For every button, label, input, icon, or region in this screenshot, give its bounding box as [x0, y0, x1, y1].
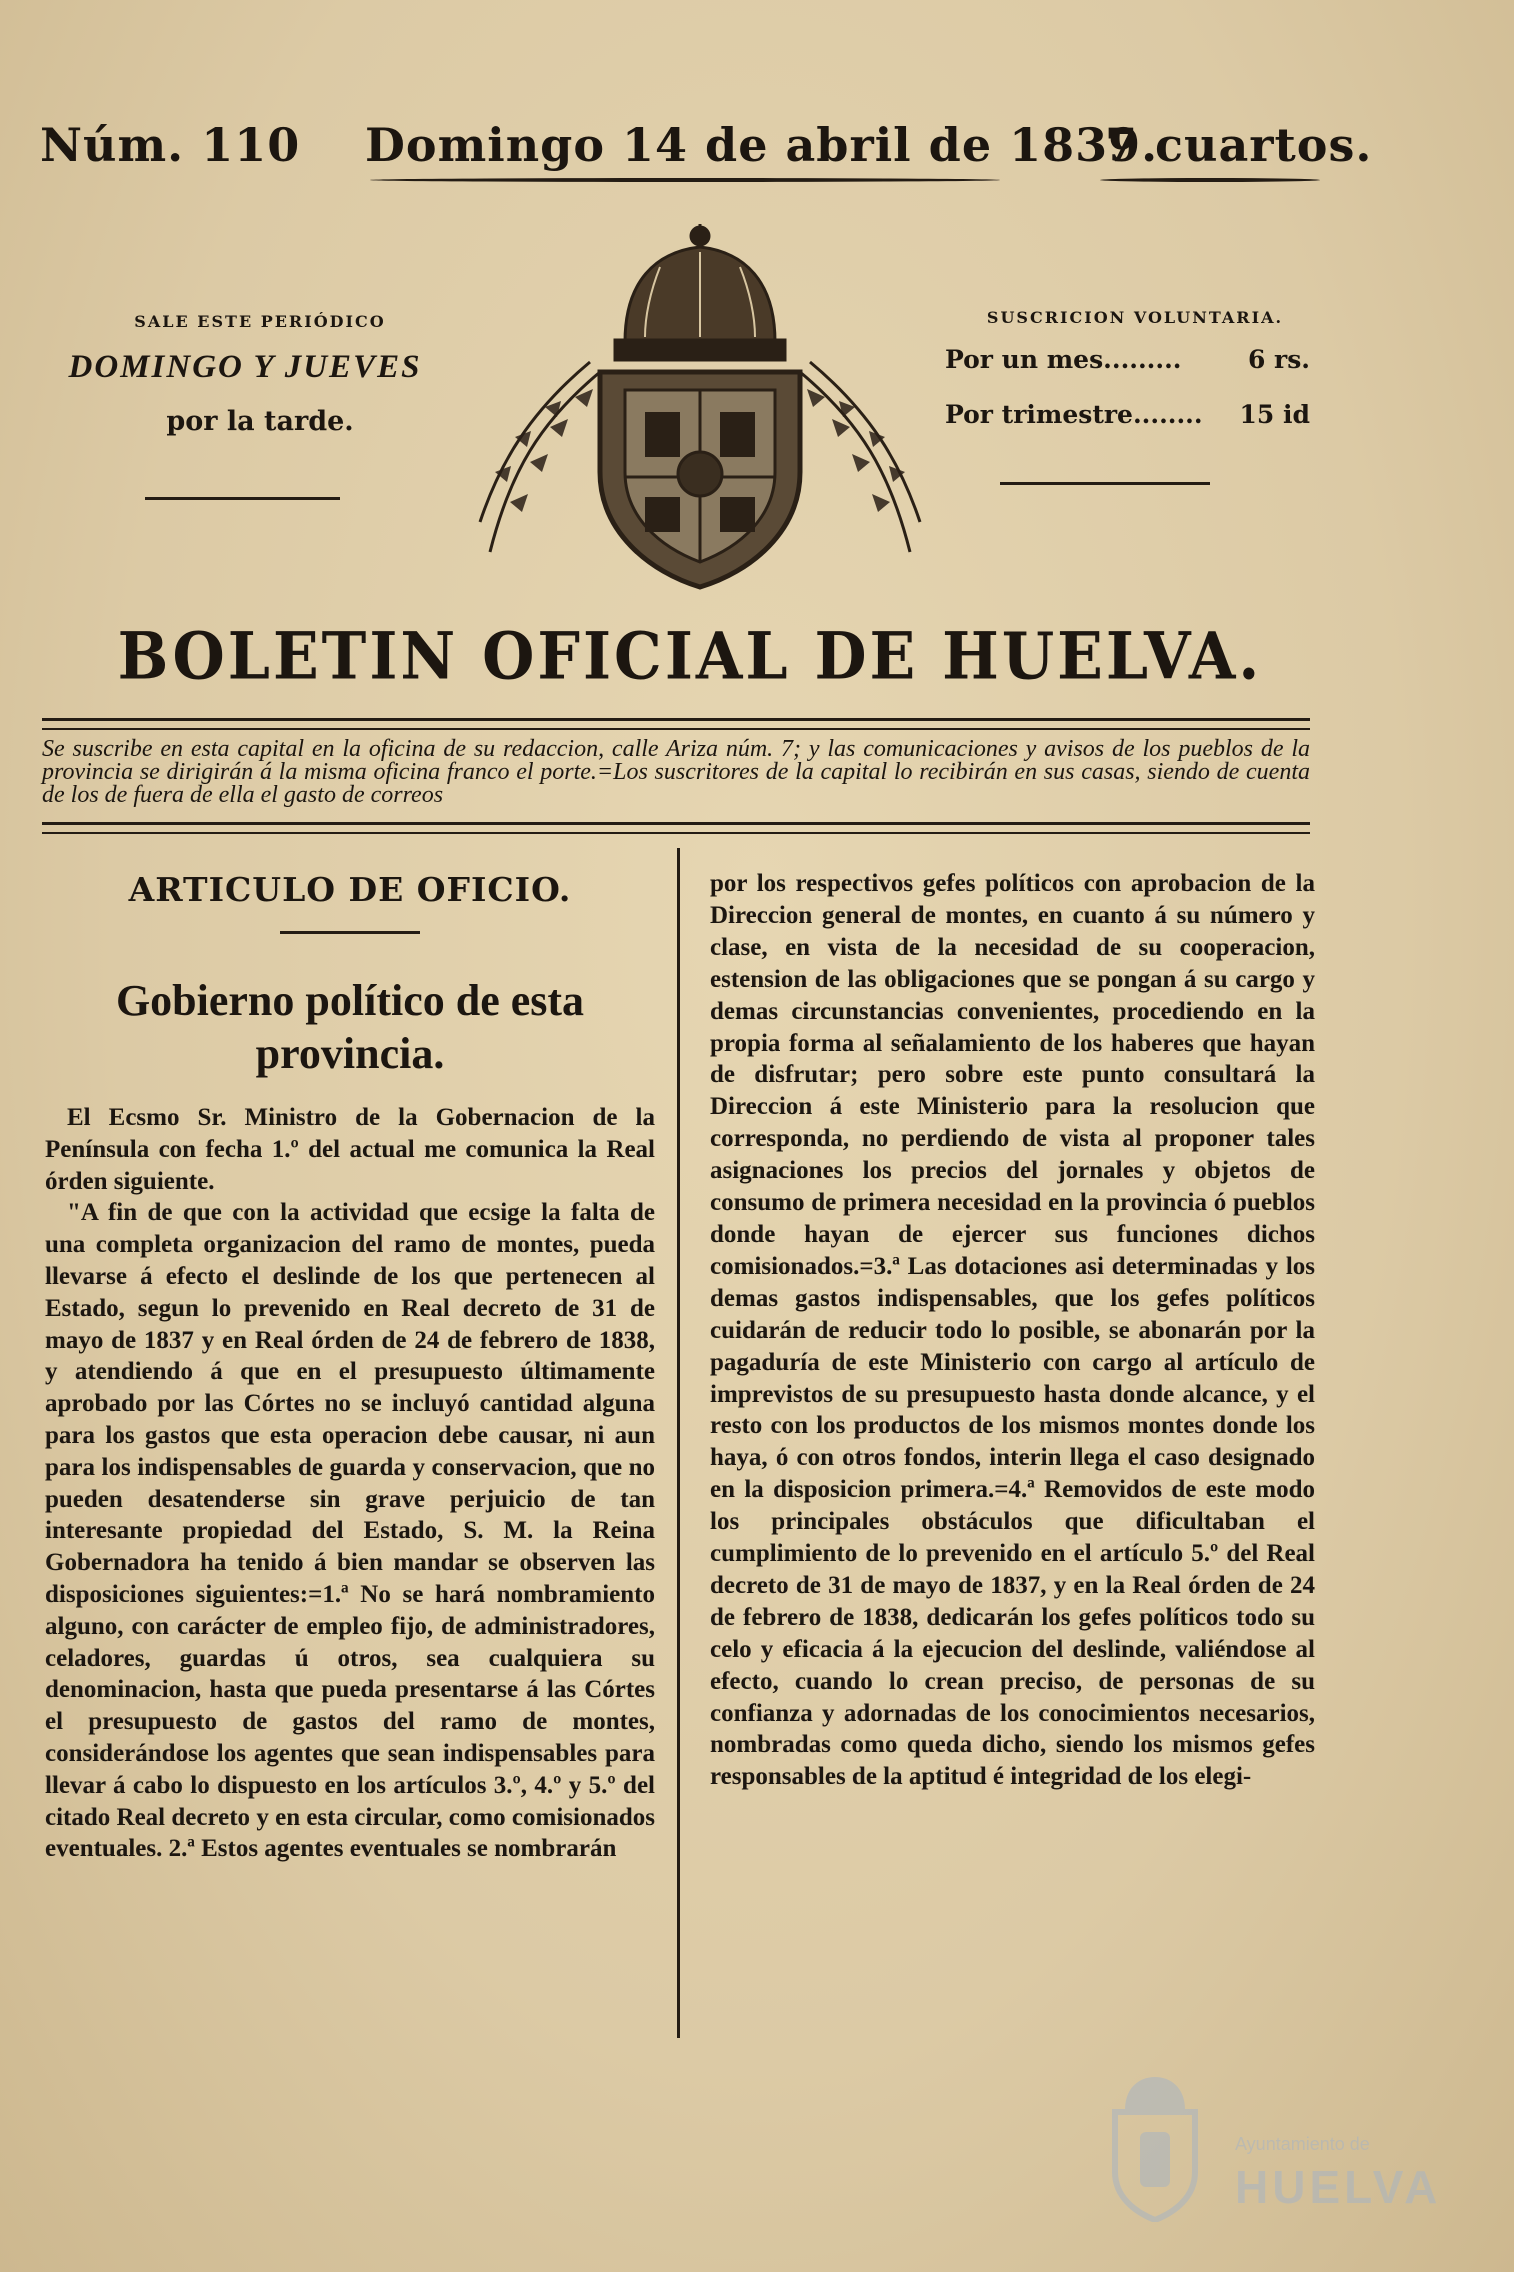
section-rule [280, 931, 420, 934]
notice-top-rule-thin [42, 728, 1310, 730]
newspaper-title: BOLETIN OFICIAL DE HUELVA. [117, 619, 1263, 695]
article-heading: Gobierno político de esta provincia. [115, 976, 585, 1078]
watermark-line2: HUELVA [1235, 2161, 1442, 2213]
right-block-rule [1000, 482, 1210, 485]
issue-number: Núm. 110 [40, 118, 301, 172]
watermark-line1: Ayuntamiento de [1235, 2134, 1370, 2154]
issue-price: 7 cuartos. [1105, 118, 1373, 172]
publication-note: SALE ESTE PERIÓDICO [134, 312, 386, 331]
subscription-title: SUSCRICION VOLUNTARIA. [986, 308, 1284, 327]
left-column [45, 870, 655, 1865]
huelva-city-crest-icon [1095, 2072, 1215, 2222]
price-underline [1100, 178, 1320, 182]
monthly-value: 6 rs. [1247, 345, 1310, 374]
article-intro: El Ecsmo Sr. Ministro de la Gobernacion de la Península con fecha 1.º del actual me comunica la Real órden siguiente. [45, 1104, 655, 1195]
royal-coat-of-arms-icon [450, 222, 950, 607]
issue-date: Domingo 14 de abril de 1839. [365, 118, 1159, 172]
notice-top-rule [42, 718, 1310, 721]
right-column [710, 868, 1315, 1793]
subscription-box [945, 308, 1325, 429]
subscription-notice: Se suscribe en esta capital en la oficina de su redaccion, calle Ariza núm. 7; y las comunicaciones y avisos de los pueblos de la provincia se dirigirán á la misma oficina franco el porte.=Los suscritores de la capital lo recibirán en sus casas, siendo de cuenta de los de fuera de ella el gasto de correos [42, 736, 1310, 808]
publication-days: DOMINGO Y JUEVES [68, 349, 422, 385]
publication-time: por la tarde. [166, 406, 354, 437]
notice-bottom-rule-thin [42, 832, 1310, 834]
publication-schedule [40, 312, 450, 437]
quarterly-price [945, 400, 1325, 429]
archive-watermark [1095, 2072, 1442, 2222]
date-underline [370, 178, 1000, 182]
monthly-label: Por un mes......... [945, 345, 1182, 374]
section-heading: ARTICULO DE OFICIO. [128, 870, 572, 909]
column-divider [677, 848, 680, 2038]
quarterly-value: 15 id [1239, 400, 1310, 429]
article-body-left [45, 1102, 655, 1865]
left-block-rule [145, 497, 340, 500]
quarterly-label: Por trimestre........ [945, 400, 1203, 429]
article-paragraph: "A fin de que con la actividad que ecsige la falta de una completa organizacion del ramo de montes, pueda llevarse á efecto el deslinde de los que pertenecen al Estado, segun lo prevenido en Real decreto de 31 de mayo de 1837 y en Real órden de 24 de febrero de 1838, y atendiendo á que en el presupuesto últimamente aprobado por las Córtes no se incluyó cantidad alguna para los gastos que esta operacion debe causar, ni aun para los indispensables de guarda y conservacion, que no pueden desatenderse sin grave perjuicio de tan interesante propiedad del Estado, S. M. la Reina Gobernadora ha tenido á bien mandar se observen las disposiciones siguientes:=1.ª No se hará nombramiento alguno, con carácter de empleo fijo, de administradores, celadores, guardas ú otros, sea cualquiera su denominacion, hasta que pueda presentarse á las Córtes el presupuesto de gastos del ramo de montes, considerándose los agentes que sean indispensables para llevar á cabo lo dispuesto en los artículos 3.º, 4.º y 5.º del citado Real decreto y en esta circular, como comisionados eventuales. 2.ª Estos agentes eventuales se nombrarán [45, 1199, 655, 1863]
notice-bottom-rule [42, 822, 1310, 825]
article-body-right: por los respectivos gefes políticos con aprobacion de la Direccion general de montes, en cuanto á su número y clase, en vista de la necesidad de su cooperacion, estension de las obligaciones que se pongan á su cargo y demas circunstancias convenientes, procediendo en la propia forma al señalamiento de los haberes que hayan de disfrutar; pero sobre este punto consultará la Direccion á este Ministerio para la resolucion que corresponda, no perdiendo de vista al proponer tales asignaciones los precios del jornales y objetos de consumo de primera necesidad en la provincia ó pueblos donde hayan de ejercer sus funciones dichos comisionados.=3.ª Las dotaciones asi determinadas y los demas gastos indispensables, que los gefes políticos cuidarán de reducir todo lo posible, se abonarán por la pagaduría de este Ministerio con cargo al artículo de imprevistos de su presupuesto hasta donde alcance, y el resto con los productos de los mismos montes donde los haya, ó con otros fondos, interin llega el caso designado en la disposicion primera.=4.ª Removidos de este modo los principales obstáculos que dificultaban el cumplimiento de lo prevenido en el artículo 5.º del Real decreto de 31 de mayo de 1837, y en la Real órden de 24 de febrero de 1838, dedicarán los gefes políticos todo su celo y eficacia á la ejecucion del deslinde, valiéndose al efecto, cuando lo crean preciso, de personas de su confianza y adornadas de los conocimientos necesarios, nombradas como queda dicho, siendo los mismos gefes responsables de la aptitud é integridad de los elegi- [710, 870, 1315, 1791]
monthly-price [945, 345, 1325, 374]
